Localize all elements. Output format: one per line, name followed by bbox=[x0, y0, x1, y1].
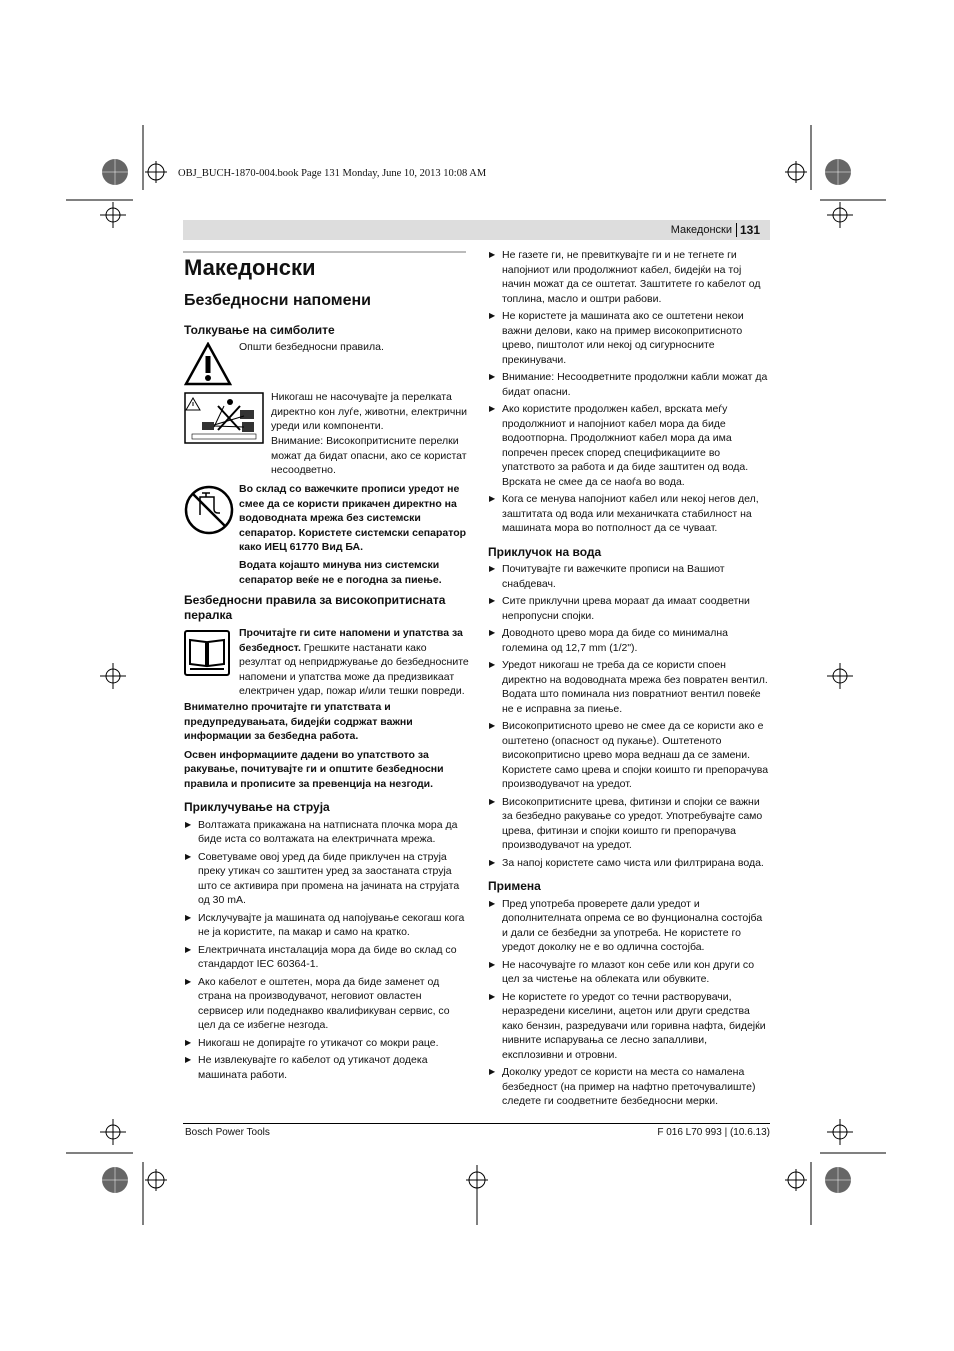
section-title: Безбедносни напомени bbox=[184, 292, 371, 309]
list-item: ▶ Доводното црево мора да биде со минимална големина од 12,7 mm (1/2"). bbox=[488, 626, 770, 655]
read-manual-row bbox=[184, 626, 467, 700]
header-separator bbox=[736, 223, 737, 237]
warning-triangle-icon bbox=[184, 342, 232, 386]
list-item: ▶ Кога се менува напојниот кабел или некој негов дел, заштитата од вода или механичката стабилност на машината мора во потполност да се чуваат. bbox=[488, 492, 770, 536]
list-item: ▶ Ако кабелот е оштетен, мора да биде заменет од страна на производувачот, неговиот овластен сервисер или подеднакво квалификуван сервис, со цел да се избегне незгода. bbox=[184, 975, 467, 1033]
cable-list bbox=[488, 248, 770, 536]
footer-brand: Bosch Power Tools bbox=[185, 1127, 270, 1138]
right-column bbox=[488, 248, 770, 1112]
list-item: ▶ Доколку уредот се користи на места со намалена безбедност (на пример на нафтно преточувалиште) следете ги соодветните безбедносни мерки. bbox=[488, 1065, 770, 1109]
list-item: ▶ Сите приклучни црева мораат да имаат соодветни непропусни спојки. bbox=[488, 594, 770, 623]
header-language: Македонски bbox=[670, 224, 732, 236]
power-heading: Приклучување на струја bbox=[184, 800, 330, 814]
list-item: ▶ Високопритисните црева, фитинзи и спојки се важни за безбедно ракување со уредот. Употребувајте само црева, фитинзи и спојки коишто ги препорачува производувачот на уредот. bbox=[488, 795, 770, 853]
no-direct-mains-connection-icon bbox=[184, 485, 234, 535]
use-list bbox=[488, 897, 770, 1109]
page-number: 131 bbox=[740, 223, 761, 237]
power-list bbox=[184, 818, 467, 1083]
list-item: ▶ Уредот никогаш не треба да се користи споен директно на водоводната мрежа без повратен вентил. Водата што поминала низ повратниот вентил повеќе не е исправна за пиење. bbox=[488, 658, 770, 716]
hp-washer-heading: Безбедносни правила за високопритисната пералка bbox=[184, 593, 446, 622]
list-item: ▶ Не користете ја машината ако се оштетени некои важни делови, како на пример високопритисното црево, пиштолот или некој од сигурносните прекинувачи. bbox=[488, 309, 770, 367]
list-item: ▶ Не насочувајте го млазот кон себе или кон други со цел за чистење на облеката или обувките. bbox=[488, 958, 770, 987]
read-manual-normal: Грешките настанати како резултат од непридржување до безбедносните напомени и упатства може да предизвикаат електричен удар, пожар и/или тешки повреди. bbox=[239, 641, 469, 697]
list-item: ▶ Почитувајте ги важечките прописи на Вашиот снабдевач. bbox=[488, 562, 770, 591]
symbol-separator-text2: Водата којашто минува низ системски сепаратор веќе не е погодна за пиење. bbox=[239, 559, 442, 586]
symbol-row-general bbox=[184, 340, 467, 390]
read-manual-bold: Прочитајте ги сите напомени и упатства за безбедност. bbox=[239, 627, 463, 654]
list-item: ▶ За напој користете само чиста или филтрирана вода. bbox=[488, 856, 770, 871]
symbol-row-direction bbox=[184, 390, 467, 482]
symbol-direction-text1: Никогаш не насочувајте ја перелката директно кон луѓе, животни, електрични уреди или компоненти. bbox=[271, 391, 467, 432]
slug-line: OBJ_BUCH-1870-004.book Page 131 Monday, June 10, 2013 10:08 AM bbox=[178, 168, 487, 179]
warning-general-rules: Освен информациите дадени во упатството за ракување, почитувајте ги и општите безбедносни правила и прописите за превенција на незгоди. bbox=[184, 748, 444, 790]
list-item: ▶ Волтажата прикажана на натписната плочка мора да биде иста со волтажата на електричната мрежа. bbox=[184, 818, 467, 847]
title-rule bbox=[183, 251, 466, 253]
list-item: ▶ Советуваме овој уред да биде приклучен на струја преку утикач со заштитен уред за заостаната струја што се активира при промена на јачината на струјата од 30 mA. bbox=[184, 850, 467, 908]
list-item: ▶ Не газете ги, не превиткувајте ги и не тегнете ги напојниот или продолжниот кабел, бидејќи на тој начин можат да се оштетат. Заштитете го кабелот од топлина, масло и оштри рабови. bbox=[488, 248, 770, 306]
list-item: ▶ Пред употреба проверете дали уредот и дополнителната опрема се во фунционална состојба и дали се безбедни за употреба. Не користете го уредот доколку не е во одлична состојба. bbox=[488, 897, 770, 955]
symbol-general-text: Општи безбедносни правила. bbox=[239, 341, 384, 353]
list-item: ▶ Ако користите продолжен кабел, врската меѓу продолжниот и напојниот кабел мора да биде водоотпорна. Продолжниот кабел мора да има попречен пресек според спецификациите во упатството за работа и да биде заштитен од вода. Врската не смее да се наоѓа во вода. bbox=[488, 402, 770, 489]
symbol-direction-text2: Внимание: Високопритисните перелки можат да бидат опасни, ако се користат несоодветно. bbox=[271, 435, 467, 476]
symbol-separator-text1: Во склад со важечките прописи уредот не смее да се користи прикачен директно на водоводната мрежа без системски сепаратор. Користете системски сепаратор како ИЕЦ 61770 Вид БА. bbox=[239, 483, 467, 553]
read-manual-text bbox=[239, 626, 469, 699]
symbol-row-separator bbox=[184, 482, 467, 590]
page-title: Македонски bbox=[184, 255, 316, 280]
water-list bbox=[488, 562, 770, 870]
water-heading: Приклучок на вода bbox=[488, 544, 602, 559]
list-item: ▶ Не извлекувајте го кабелот од утикачот додека машината работи. bbox=[184, 1053, 467, 1082]
list-item: ▶ Никогаш не допирајте го утикачот со мокри раце. bbox=[184, 1036, 467, 1051]
do-not-spray-people-icon bbox=[184, 392, 264, 444]
symbols-heading: Толкување на симболите bbox=[184, 322, 335, 337]
footer-rule bbox=[183, 1123, 770, 1124]
list-item: ▶ Високопритисното црево не смее да се користи ако е оштетено (опасност од пукање). Оштетеното високопритисно црево мора веднаш да се замени. Користете само црева и спојки коишто ги препорачува производувачот на уредот. bbox=[488, 719, 770, 792]
list-item: ▶ Електричната инсталација мора да биде во склад со стандардот IEC 60364-1. bbox=[184, 943, 467, 972]
list-item: ▶ Исклучувајте ја машината од напојување секогаш кога не ја користите, па макар и само на кратко. bbox=[184, 911, 467, 940]
use-heading: Примена bbox=[488, 879, 541, 893]
left-column bbox=[184, 255, 467, 1085]
read-manual-icon bbox=[184, 630, 230, 676]
footer-doc-number: F 016 L70 993 | (10.6.13) bbox=[657, 1127, 770, 1138]
list-item: ▶ Внимание: Несоодветните продолжни кабли можат да бидат опасни. bbox=[488, 370, 770, 399]
warning-read-instructions: Внимателно прочитајте ги упатствата и предупредувањата, бидејќи содржат важни информации за безбедна работа. bbox=[184, 701, 413, 742]
list-item: ▶ Не користете го уредот со течни растворувачи, неразредени киселини, ацетон или други средства како бензин, разредувачи или горивна нафта, бидејќи нивните испарувања се лесно запалливи, експлозивни и отровни. bbox=[488, 990, 770, 1063]
